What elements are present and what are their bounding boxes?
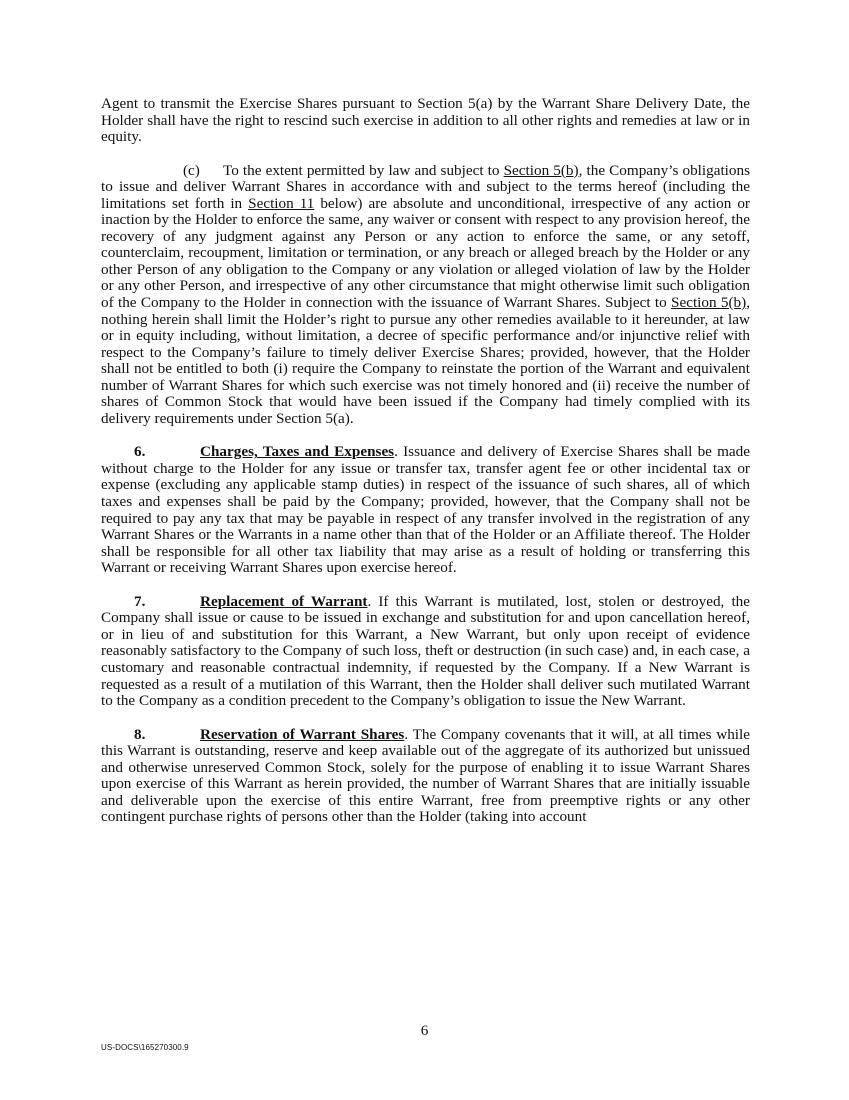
paragraph-c-label: (c) — [183, 161, 200, 179]
section-6-paragraph — [101, 444, 750, 576]
continuation-paragraph: Agent to transmit the Exercise Shares pursuant to Section 5(a) by the Warrant Share Delivery Date, the Holder shall have the right to rescind such exercise in addition to all other rights and remedies at law or in equity. — [101, 95, 750, 146]
document-id: US-DOCS\165270300.9 — [101, 1043, 189, 1052]
section-7-title: Replacement of Warrant — [200, 592, 368, 610]
section-5b-reference: Section 5(b) — [503, 161, 579, 179]
paragraph-c-text-1: To the extent permitted by law and subject to — [223, 161, 504, 179]
section-6-title: Charges, Taxes and Expenses — [200, 443, 395, 461]
section-8-body: . The Company covenants that it will, at all times while this Warrant is outstanding, reserve and keep available out of the aggregate of its authorized but unissued and otherwise unreserved Common Stock, solely for the purpose of enabling it to issue Warrant Shares upon exercise of this Warrant as herein provided, the number of Warrant Shares that are initially issuable and deliverable upon the exercise of this entire Warrant, free from preemptive rights or any other contingent purchase rights of persons other than the Holder (taking into account — [101, 725, 750, 826]
paragraph-c-text-4: , nothing herein shall limit the Holder’s right to pursue any other remedies available to it hereunder, at law or in equity including, without limitation, a decree of specific performance and/or injunctive relief with respect to the Company’s failure to timely deliver Exercise Shares; provided, however, that the Holder shall not be entitled to both (i) require the Company to reinstate the portion of the Warrant and equivalent number of Warrant Shares for which such exercise was not timely honored and (ii) receive the number of shares of Common Stock that would have been issued if the Company had timely complied with its delivery requirements under Section 5(a). — [101, 294, 750, 427]
section-8-number: 8. — [134, 725, 146, 743]
paragraph-c-text-3: below) are absolute and unconditional, irrespective of any action or inaction by the Holder to enforce the same, any waiver or consent with respect to any provision hereof, the recovery of any judgment against any Person or any action to enforce the same, or any setoff, counterclaim, recoupment, limitation or termination, or any breach or alleged breach by the Holder or any other Person of any obligation to the Company or any violation or alleged violation of law by the Holder or any other Person, and irrespective of any other circumstance that might otherwise limit such obligation of the Company to the Holder in connection with the issuance of Warrant Shares. Subject to — [101, 194, 750, 312]
paragraph-c-text-2: , the Company’s obligations to issue and deliver Warrant Shares in accordance with and subject to the terms hereof (including the limitations set forth in — [101, 161, 750, 212]
section-7-body: . If this Warrant is mutilated, lost, stolen or destroyed, the Company shall issue or cause to be issued in exchange and substitution for and upon cancellation hereof, or in lieu of and substitution for this Warrant, a New Warrant, but only upon receipt of evidence reasonably satisfactory to the Company of such loss, theft or destruction (in such case) and, in each case, a customary and reasonable contractual indemnity, if requested by the Company. If a New Warrant is requested as a result of a mutilation of this Warrant, then the Holder shall deliver such mutilated Warrant to the Company as a condition precedent to the Company’s obligation to issue the New Warrant. — [101, 592, 750, 710]
section-11-reference: Section 11 — [248, 194, 315, 212]
section-7-paragraph — [101, 594, 750, 710]
page-number: 6 — [420, 1022, 429, 1039]
section-8-paragraph — [101, 727, 750, 826]
section-6-number: 6. — [134, 443, 146, 461]
section-7-number: 7. — [134, 592, 146, 610]
document-page — [101, 96, 750, 843]
section-5b-reference-2: Section 5(b) — [671, 294, 747, 312]
section-6-body: . Issuance and delivery of Exercise Shares shall be made without charge to the Holder for any issue or transfer tax, transfer agent fee or other incidental tax or expense (excluding any applicable stamp duties) in respect of the issuance of such shares, all of which taxes and expenses shall be paid by the Company; provided, however, that the Company shall not be required to pay any tax that may be payable in respect of any transfer involved in the registration of any Warrant Shares or the Warrants in a name other than that of the Holder or an Affiliate thereof. The Holder shall be responsible for all other tax liability that may arise as a result of holding or transferring this Warrant or receiving Warrant Shares upon exercise hereof. — [101, 443, 751, 577]
section-8-title: Reservation of Warrant Shares — [200, 725, 405, 743]
paragraph-c — [101, 163, 750, 428]
